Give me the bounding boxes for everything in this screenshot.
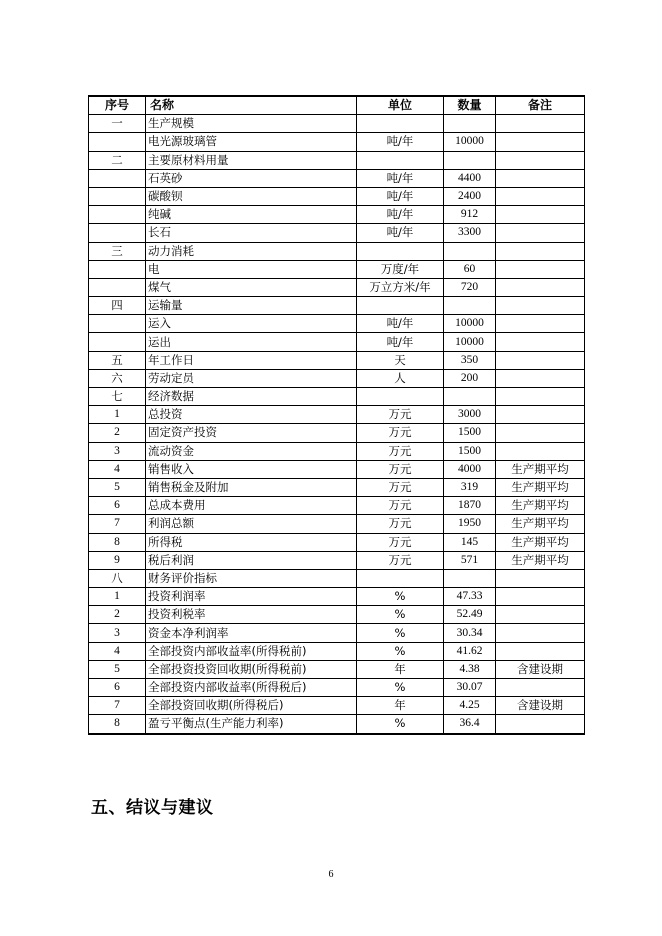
- row-quantity: [444, 242, 496, 260]
- row-quantity: 200: [444, 369, 496, 387]
- table-row: [89, 624, 585, 642]
- row-index: 6: [89, 497, 146, 515]
- row-index: 6: [89, 679, 146, 697]
- row-quantity: [444, 297, 496, 315]
- section-heading: 五、结议与建议: [91, 798, 214, 818]
- row-unit: %: [357, 624, 444, 642]
- row-quantity: 720: [444, 278, 496, 296]
- row-name: 主要原材料用量: [146, 151, 357, 169]
- row-index: 3: [89, 442, 146, 460]
- header-note: 备注: [496, 96, 585, 115]
- row-unit: %: [357, 679, 444, 697]
- row-name: 销售税金及附加: [146, 478, 357, 496]
- row-index: [89, 224, 146, 242]
- row-unit: 万元: [357, 551, 444, 569]
- row-name: 总投资: [146, 406, 357, 424]
- row-index: [89, 169, 146, 187]
- table-row: [89, 424, 585, 442]
- row-index: 八: [89, 569, 146, 587]
- row-quantity: 1500: [444, 442, 496, 460]
- row-name: 固定资产投资: [146, 424, 357, 442]
- row-quantity: 4400: [444, 169, 496, 187]
- row-name: 生产规模: [146, 115, 357, 133]
- row-unit: 人: [357, 369, 444, 387]
- row-index: [89, 315, 146, 333]
- row-name: 长石: [146, 224, 357, 242]
- row-unit: 年: [357, 697, 444, 715]
- table-row: [89, 697, 585, 715]
- row-index: [89, 278, 146, 296]
- row-note: [496, 224, 585, 242]
- row-unit: 天: [357, 351, 444, 369]
- row-index: 4: [89, 642, 146, 660]
- row-quantity: 1950: [444, 515, 496, 533]
- row-unit: %: [357, 588, 444, 606]
- row-name: 电光源玻璃管: [146, 133, 357, 151]
- row-unit: [357, 242, 444, 260]
- row-name: 税后利润: [146, 551, 357, 569]
- row-unit: 吨/年: [357, 169, 444, 187]
- row-name: 投资利税率: [146, 606, 357, 624]
- header-quantity: 数量: [444, 96, 496, 115]
- row-unit: %: [357, 606, 444, 624]
- row-index: 六: [89, 369, 146, 387]
- row-name: 盈亏平衡点(生产能力利率): [146, 715, 357, 734]
- row-unit: 吨/年: [357, 206, 444, 224]
- row-index: 一: [89, 115, 146, 133]
- table-row: [89, 515, 585, 533]
- table-row: [89, 388, 585, 406]
- row-unit: 万元: [357, 478, 444, 496]
- row-unit: 万元: [357, 442, 444, 460]
- row-quantity: 10000: [444, 133, 496, 151]
- row-unit: [357, 297, 444, 315]
- table-row: [89, 569, 585, 587]
- row-note: [496, 206, 585, 224]
- row-index: 1: [89, 588, 146, 606]
- page-number: 6: [328, 869, 334, 880]
- table-row: [89, 606, 585, 624]
- row-quantity: 41.62: [444, 642, 496, 660]
- row-note: [496, 679, 585, 697]
- row-quantity: 36.4: [444, 715, 496, 734]
- table-row: [89, 642, 585, 660]
- row-note: [496, 388, 585, 406]
- row-note: [496, 424, 585, 442]
- row-unit: 万元: [357, 460, 444, 478]
- data-table: [88, 95, 585, 735]
- row-note: 生产期平均: [496, 515, 585, 533]
- row-note: [496, 187, 585, 205]
- row-note: [496, 278, 585, 296]
- row-quantity: 4.38: [444, 660, 496, 678]
- row-note: [496, 569, 585, 587]
- row-name: 经济数据: [146, 388, 357, 406]
- row-index: 2: [89, 606, 146, 624]
- row-name: 运入: [146, 315, 357, 333]
- table-row: [89, 533, 585, 551]
- row-note: 含建设期: [496, 660, 585, 678]
- row-index: 9: [89, 551, 146, 569]
- row-note: [496, 715, 585, 734]
- row-note: 生产期平均: [496, 533, 585, 551]
- table-row: [89, 406, 585, 424]
- row-index: 7: [89, 515, 146, 533]
- row-index: 2: [89, 424, 146, 442]
- table-row: [89, 133, 585, 151]
- row-note: 生产期平均: [496, 478, 585, 496]
- row-name: 流动资金: [146, 442, 357, 460]
- table-row: [89, 497, 585, 515]
- table-row: [89, 169, 585, 187]
- row-note: [496, 333, 585, 351]
- row-unit: 吨/年: [357, 133, 444, 151]
- row-name: 所得税: [146, 533, 357, 551]
- table-row: [89, 478, 585, 496]
- row-name: 运输量: [146, 297, 357, 315]
- row-name: 资金本净利润率: [146, 624, 357, 642]
- row-quantity: 30.07: [444, 679, 496, 697]
- table-row: [89, 206, 585, 224]
- row-quantity: 10000: [444, 315, 496, 333]
- table-row: [89, 187, 585, 205]
- row-unit: 吨/年: [357, 315, 444, 333]
- row-unit: 万元: [357, 533, 444, 551]
- row-unit: [357, 569, 444, 587]
- table-row: [89, 715, 585, 734]
- row-index: [89, 333, 146, 351]
- row-unit: 年: [357, 660, 444, 678]
- row-note: [496, 624, 585, 642]
- row-quantity: [444, 151, 496, 169]
- row-name: 全部投资回收期(所得税后): [146, 697, 357, 715]
- table-body: [89, 115, 585, 734]
- row-note: [496, 369, 585, 387]
- row-unit: %: [357, 642, 444, 660]
- header-name: 名称: [146, 96, 357, 115]
- row-index: 8: [89, 533, 146, 551]
- table-row: [89, 551, 585, 569]
- row-quantity: 912: [444, 206, 496, 224]
- row-name: 年工作日: [146, 351, 357, 369]
- row-index: 四: [89, 297, 146, 315]
- table-row: [89, 442, 585, 460]
- table-row: [89, 679, 585, 697]
- row-quantity: 10000: [444, 333, 496, 351]
- row-name: 总成本费用: [146, 497, 357, 515]
- row-unit: 万立方米/年: [357, 278, 444, 296]
- row-quantity: 145: [444, 533, 496, 551]
- table-row: [89, 297, 585, 315]
- row-name: 劳动定员: [146, 369, 357, 387]
- table-row: [89, 151, 585, 169]
- row-unit: 万元: [357, 406, 444, 424]
- row-quantity: 30.34: [444, 624, 496, 642]
- row-note: [496, 242, 585, 260]
- row-quantity: [444, 388, 496, 406]
- row-index: 4: [89, 460, 146, 478]
- row-quantity: 571: [444, 551, 496, 569]
- row-index: 二: [89, 151, 146, 169]
- row-note: 生产期平均: [496, 460, 585, 478]
- row-name: 利润总额: [146, 515, 357, 533]
- row-unit: 万元: [357, 424, 444, 442]
- row-index: 5: [89, 478, 146, 496]
- row-name: 运出: [146, 333, 357, 351]
- row-name: 全部投资内部收益率(所得税后): [146, 679, 357, 697]
- table-header-row: [89, 96, 585, 115]
- row-quantity: 3000: [444, 406, 496, 424]
- row-note: [496, 442, 585, 460]
- row-index: 7: [89, 697, 146, 715]
- row-quantity: [444, 115, 496, 133]
- row-name: 碳酸钡: [146, 187, 357, 205]
- row-note: [496, 297, 585, 315]
- row-note: [496, 642, 585, 660]
- row-note: [496, 406, 585, 424]
- row-name: 纯碱: [146, 206, 357, 224]
- table-row: [89, 115, 585, 133]
- row-quantity: 1500: [444, 424, 496, 442]
- row-index: [89, 187, 146, 205]
- row-quantity: 47.33: [444, 588, 496, 606]
- row-unit: [357, 115, 444, 133]
- row-name: 动力消耗: [146, 242, 357, 260]
- row-quantity: 3300: [444, 224, 496, 242]
- row-unit: 吨/年: [357, 187, 444, 205]
- row-note: 生产期平均: [496, 551, 585, 569]
- row-note: [496, 351, 585, 369]
- table-row: [89, 660, 585, 678]
- row-quantity: 52.49: [444, 606, 496, 624]
- table-row: [89, 369, 585, 387]
- table-row: [89, 351, 585, 369]
- row-unit: %: [357, 715, 444, 734]
- row-name: 全部投资投资回收期(所得税前): [146, 660, 357, 678]
- row-unit: 万元: [357, 515, 444, 533]
- row-unit: 吨/年: [357, 224, 444, 242]
- table-row: [89, 278, 585, 296]
- row-note: [496, 588, 585, 606]
- row-name: 财务评价指标: [146, 569, 357, 587]
- row-name: 石英砂: [146, 169, 357, 187]
- row-quantity: 4000: [444, 460, 496, 478]
- row-name: 电: [146, 260, 357, 278]
- row-name: 全部投资内部收益率(所得税前): [146, 642, 357, 660]
- row-quantity: 60: [444, 260, 496, 278]
- table-row: [89, 224, 585, 242]
- row-note: [496, 151, 585, 169]
- row-name: 投资利润率: [146, 588, 357, 606]
- row-unit: [357, 151, 444, 169]
- row-quantity: 2400: [444, 187, 496, 205]
- row-index: 5: [89, 660, 146, 678]
- table-row: [89, 460, 585, 478]
- row-name: 销售收入: [146, 460, 357, 478]
- row-note: 含建设期: [496, 697, 585, 715]
- row-note: [496, 606, 585, 624]
- row-unit: [357, 388, 444, 406]
- row-note: [496, 133, 585, 151]
- row-index: 五: [89, 351, 146, 369]
- row-index: 七: [89, 388, 146, 406]
- table-row: [89, 242, 585, 260]
- row-unit: 万元: [357, 497, 444, 515]
- table-row: [89, 315, 585, 333]
- row-note: 生产期平均: [496, 497, 585, 515]
- row-note: [496, 315, 585, 333]
- row-index: 三: [89, 242, 146, 260]
- row-name: 煤气: [146, 278, 357, 296]
- row-unit: 万度/年: [357, 260, 444, 278]
- row-index: [89, 206, 146, 224]
- row-index: [89, 133, 146, 151]
- row-note: [496, 115, 585, 133]
- row-index: 8: [89, 715, 146, 734]
- table-row: [89, 333, 585, 351]
- row-quantity: 350: [444, 351, 496, 369]
- row-quantity: 1870: [444, 497, 496, 515]
- row-index: 3: [89, 624, 146, 642]
- table-row: [89, 260, 585, 278]
- row-quantity: 319: [444, 478, 496, 496]
- row-quantity: 4.25: [444, 697, 496, 715]
- row-note: [496, 260, 585, 278]
- header-unit: 单位: [357, 96, 444, 115]
- header-index: 序号: [89, 96, 146, 115]
- row-index: 1: [89, 406, 146, 424]
- table-row: [89, 588, 585, 606]
- row-note: [496, 169, 585, 187]
- row-quantity: [444, 569, 496, 587]
- row-index: [89, 260, 146, 278]
- row-unit: 吨/年: [357, 333, 444, 351]
